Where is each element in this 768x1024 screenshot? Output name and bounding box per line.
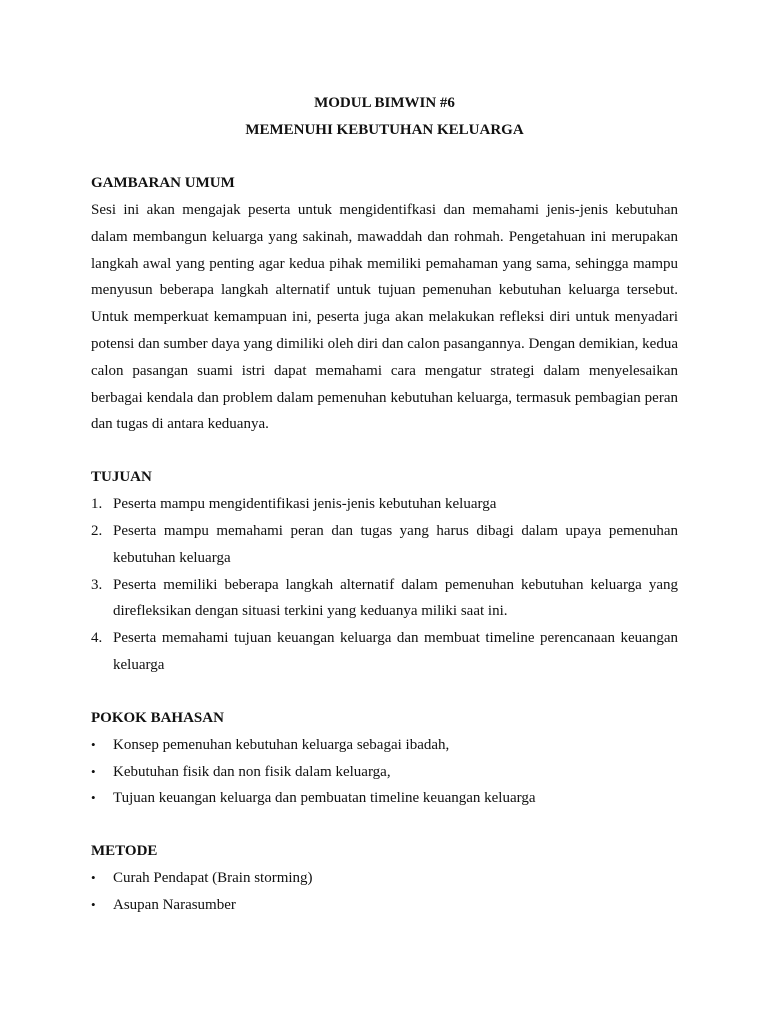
list-number: 2. xyxy=(91,522,103,539)
spacer xyxy=(91,679,678,705)
document-content xyxy=(91,90,678,919)
bullet-icon: • xyxy=(91,763,96,779)
bullet-icon: • xyxy=(91,736,96,752)
section-heading-gambaran: GAMBARAN UMUM xyxy=(91,175,235,191)
module-title: MODUL BIMWIN #6 xyxy=(314,95,455,111)
section-heading-metode: METODE xyxy=(91,843,158,860)
spacer xyxy=(91,812,678,838)
list-item-text: Curah Pendapat (Brain storming) xyxy=(113,870,313,887)
list-item-text: Konsep pemenuhan kebutuhan keluarga sebagai ibadah, xyxy=(113,736,450,753)
spacer xyxy=(91,438,678,464)
list-item-text: Peserta mampu memahami peran dan tugas yang harus dibagi dalam upaya pemenuhan kebutuhan keluarga xyxy=(113,522,678,566)
list-item xyxy=(91,785,678,812)
list-item xyxy=(91,759,678,786)
list-item-text: Peserta mampu mengidentifikasi jenis-jenis kebutuhan keluarga xyxy=(113,496,497,513)
list-item xyxy=(91,518,678,572)
list-item-text: Peserta memahami tujuan keuangan keluarga dan membuat timeline perencanaan keuangan keluarga xyxy=(113,630,678,673)
metode-list xyxy=(91,865,678,919)
bullet-icon: • xyxy=(91,790,96,806)
list-item-text: Kebutuhan fisik dan non fisik dalam keluarga, xyxy=(113,763,391,780)
tujuan-list xyxy=(91,491,678,679)
list-number: 3. xyxy=(91,576,103,593)
list-item xyxy=(91,732,678,759)
list-item xyxy=(91,865,678,892)
list-item-text: Tujuan keuangan keluarga dan pembuatan timeline keuangan keluarga xyxy=(113,790,536,807)
pokok-bahasan-list xyxy=(91,732,678,812)
bullet-icon: • xyxy=(91,896,96,912)
list-item xyxy=(91,625,678,679)
spacer xyxy=(91,144,678,170)
list-item-text: Peserta memiliki beberapa langkah alternatif dalam pemenuhan kebutuhan keluarga yang direfleksikan dengan situasi terkini yang keduanya miliki saat ini. xyxy=(113,576,678,620)
section-heading-tujuan: TUJUAN xyxy=(91,469,152,486)
section-heading-pokok-bahasan: POKOK BAHASAN xyxy=(91,709,224,726)
list-item xyxy=(91,491,678,518)
list-item xyxy=(91,892,678,919)
section-paragraph-gambaran: Sesi ini akan mengajak peserta untuk mengidentifkasi dan memahami jenis-jenis kebutuhan dalam membangun keluarga yang sakinah, mawaddah dan rohmah. Pengetahuan ini merupakan langkah awal yang penting agar kedua pihak memiliki pemahaman yang sama, sehingga mampu menyusun beberapa langkah alternatif untuk tujuan pemenuhan kebutuhan keluarga tersebut. Untuk memperkuat kemampuan ini, peserta juga akan melakukan refleksi diri untuk menyadari potensi dan sumber daya yang dimiliki oleh diri dan calon pasangannya. Dengan demikian, kedua calon pasangan suami istri dapat memahami cara mengatur strategi dalam menyelesaikan berbagai kendala dan problem dalam pemenuhan kebutuhan keluarga, termasuk pembagian peran dan tugas di antara keduanya. xyxy=(91,202,678,433)
list-number: 1. xyxy=(91,496,103,513)
bullet-icon: • xyxy=(91,870,96,886)
list-item-text: Asupan Narasumber xyxy=(113,896,236,913)
list-item xyxy=(91,572,678,626)
module-subtitle: MEMENUHI KEBUTUHAN KELUARGA xyxy=(245,122,524,138)
list-number: 4. xyxy=(91,630,103,647)
